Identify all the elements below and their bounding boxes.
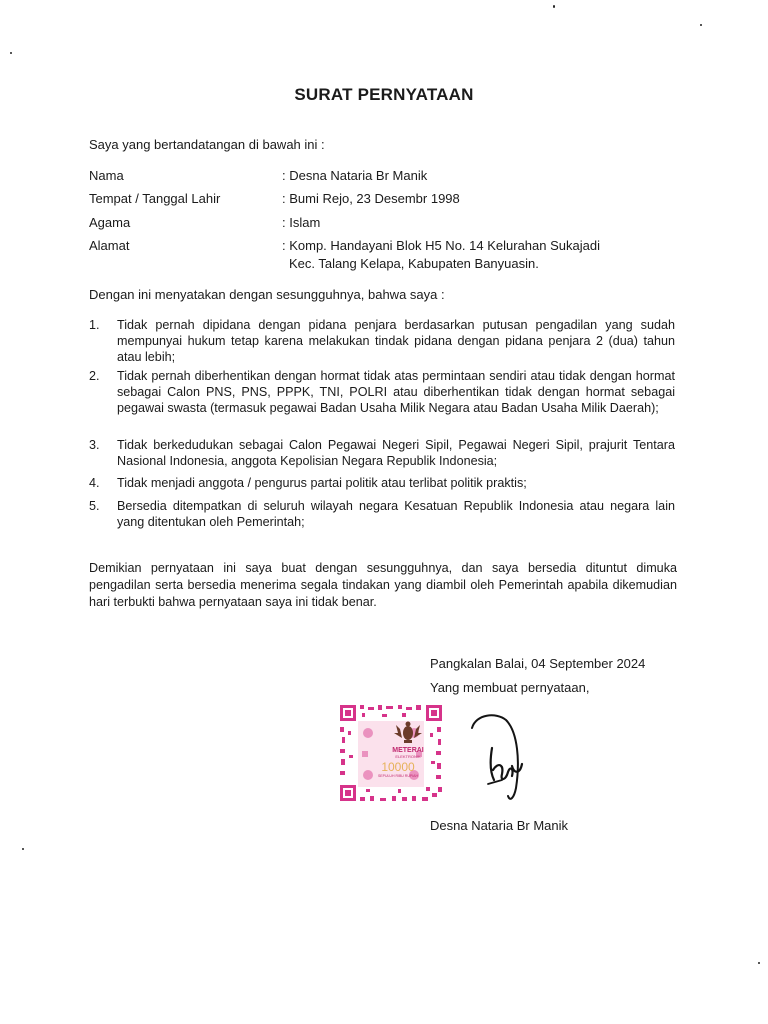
statement-text: Tidak pernah dipidana dengan pidana penjara berdasarkan putusan pengadilan yang sudah mempunyai hukum tetap karena melakukan tindak pidana dengan pidana penjara 2 (dua) tahun atau lebih;: [117, 318, 675, 364]
statement-text: Tidak menjadi anggota / pengurus partai politik atau terlibat politik praktis;: [117, 476, 527, 490]
statement-text: Bersedia ditempatkan di seluruh wilayah negara Kesatuan Republik Indonesia atau negara lain yang ditentukan oleh Pemerintah;: [117, 499, 675, 529]
stamp-footer: SEPULUH RIBU RUPIAH: [377, 774, 419, 778]
statement-text: Tidak pernah diberhentikan dengan hormat tidak atas permintaan sendiri atau tidak dengan hormat sebagai Calon PNS, PNS, PPPK, TNI, POLRI atau diberhentikan tidak dengan hormat sebagai pegawai swasta (termasuk pegawai Badan Usaha Milik Negara atau Badan Usaha Milik Daerah);: [117, 369, 675, 415]
maker-label: Yang membuat pernyataan,: [430, 680, 590, 695]
statement-number: 1.: [89, 318, 100, 332]
scan-speck: [700, 24, 702, 26]
field-value-agama: : Islam: [282, 215, 321, 230]
handwritten-signature: [462, 710, 542, 805]
address-line-2: Kec. Talang Kelapa, Kabupaten Banyuasin.: [289, 256, 539, 271]
field-value-nama: : Desna Nataria Br Manik: [282, 168, 428, 183]
scan-speck: [758, 962, 760, 964]
field-label-ttl: Tempat / Tanggal Lahir: [89, 191, 221, 206]
statement-number: 2.: [89, 369, 100, 383]
e-meterai-stamp: [338, 703, 444, 803]
field-label-nama: Nama: [89, 168, 124, 183]
scan-speck: [553, 5, 555, 8]
stamp-label: METERAI: [392, 747, 424, 754]
field-value-ttl: : Bumi Rejo, 23 Desembr 1998: [282, 191, 460, 206]
document-title: SURAT PERNYATAAN: [294, 85, 474, 104]
field-label-alamat: Alamat: [89, 238, 130, 253]
field-label-agama: Agama: [89, 215, 131, 230]
stamp-value: 10000: [381, 760, 415, 774]
statement-text: Tidak berkedudukan sebagai Calon Pegawai Negeri Sipil, Pegawai Negeri Sipil, prajurit Tentara Nasional Indonesia, anggota Kepolisian Negara Republik Indonesia;: [117, 438, 675, 468]
closing-paragraph: Demikian pernyataan ini saya buat dengan sesungguhnya, dan saya bersedia dituntut dimuka pengadilan serta bersedia menerima segala tindakan yang diambil oleh Pemerintah apabila dikemudian hari terbukti bahwa pernyataan saya ini tidak benar.: [89, 561, 677, 609]
intro-text: Saya yang bertandatangan di bawah ini :: [89, 137, 325, 152]
field-value-alamat: [282, 237, 600, 273]
stamp-sublabel: ELEKTRONIK: [395, 754, 421, 759]
statement-number: 5.: [89, 499, 100, 513]
declaration-intro: Dengan ini menyatakan dengan sesungguhnya, bahwa saya :: [89, 287, 445, 302]
scan-speck: [22, 848, 24, 850]
address-line-1: : Komp. Handayani Blok H5 No. 14 Kelurahan Sukajadi: [282, 238, 600, 253]
scan-speck: [10, 52, 12, 54]
statement-number: 4.: [89, 476, 100, 490]
place-date: Pangkalan Balai, 04 September 2024: [430, 656, 646, 671]
signer-name: Desna Nataria Br Manik: [430, 818, 568, 833]
statement-number: 3.: [89, 438, 100, 452]
